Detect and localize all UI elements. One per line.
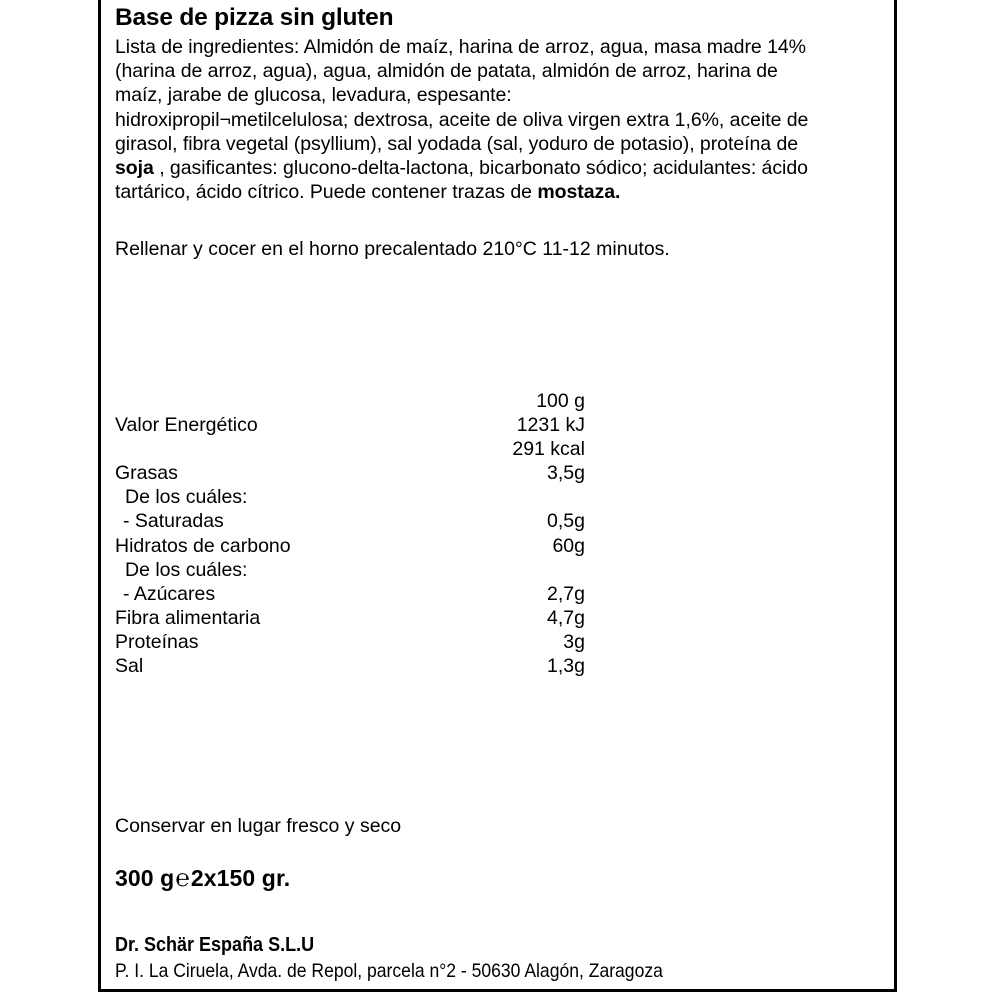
storage-instructions: Conservar en lugar fresco y seco bbox=[115, 815, 402, 837]
cooking-instructions: Rellenar y cocer en el horno precalentado 210°C 11-12 minutos. bbox=[115, 238, 670, 261]
nutrition-row-label: Grasas bbox=[115, 462, 178, 485]
nutrition-row bbox=[115, 606, 585, 630]
allergen-mostaza: mostaza. bbox=[537, 181, 621, 204]
nutrition-row bbox=[115, 654, 585, 678]
nutrition-row-label: Sal bbox=[115, 655, 144, 678]
product-label-panel bbox=[98, 0, 897, 992]
nutrition-row bbox=[115, 509, 585, 533]
nutrition-row bbox=[115, 461, 585, 485]
nutrition-column-header-row bbox=[115, 389, 585, 413]
nutrition-row-value: 60g bbox=[552, 534, 585, 557]
nutrition-row bbox=[115, 582, 585, 606]
company-name: Dr. Schär España S.L.U bbox=[115, 934, 315, 956]
product-title: Base de pizza sin gluten bbox=[115, 4, 394, 31]
nutrition-table bbox=[115, 389, 585, 678]
nutrition-row-value: 291 kcal bbox=[512, 438, 585, 461]
nutrition-row-value: 3,5g bbox=[547, 462, 585, 485]
manufacturer-block bbox=[115, 933, 895, 984]
nutrition-row-label: - Saturadas bbox=[123, 510, 224, 533]
nutrition-row-value: 4,7g bbox=[547, 606, 585, 629]
nutrition-row-value: 1,3g bbox=[547, 655, 585, 678]
nutrition-row-value: 2,7g bbox=[547, 582, 585, 605]
ingredients-line-allergen-soja bbox=[115, 156, 888, 180]
nutrition-row-label: Proteínas bbox=[115, 630, 199, 653]
net-weight bbox=[115, 865, 290, 893]
nutrition-row bbox=[115, 413, 585, 437]
ingredients-list bbox=[115, 35, 888, 204]
company-address: P. I. La Ciruela, Avda. de Repol, parcela n°2 - 50630 Alagón, Zaragoza bbox=[115, 960, 663, 982]
nutrition-row-value: 3g bbox=[563, 630, 585, 653]
ingredients-line-text: , gasificantes: glucono-delta-lactona, bicarbonato sódico; acidulantes: ácido bbox=[153, 157, 808, 180]
nutrition-row bbox=[115, 437, 585, 461]
nutrition-row-label: Valor Energético bbox=[115, 414, 258, 437]
nutrition-row-label: - Azúcares bbox=[123, 582, 216, 605]
nutrition-row bbox=[115, 485, 585, 509]
ingredients-line: Lista de ingredientes: Almidón de maíz, harina de arroz, agua, masa madre 14% bbox=[115, 36, 806, 58]
nutrition-row bbox=[115, 630, 585, 654]
ingredients-line: maíz, jarabe de glucosa, levadura, espesante: bbox=[115, 84, 512, 107]
nutrition-row-label: De los cuáles: bbox=[125, 558, 248, 581]
estimated-sign-icon: ℮ bbox=[175, 865, 190, 892]
nutrition-row bbox=[115, 534, 585, 558]
net-weight-amount: 300 g bbox=[115, 865, 175, 891]
ingredients-line-text: tartárico, ácido cítrico. Puede contener trazas de bbox=[115, 181, 538, 204]
label-content bbox=[115, 0, 888, 261]
ingredients-line: hidroxipropil¬metilcelulosa; dextrosa, aceite de oliva virgen extra 1,6%, aceite de bbox=[115, 108, 809, 131]
allergen-soja: soja bbox=[115, 157, 154, 180]
nutrition-row-value: 0,5g bbox=[547, 510, 585, 533]
nutrition-row-value: 1231 kJ bbox=[516, 414, 585, 437]
nutrition-row-label: Fibra alimentaria bbox=[115, 606, 261, 629]
nutrition-column-header: 100 g bbox=[536, 390, 585, 412]
net-weight-breakdown: 2x150 gr. bbox=[190, 865, 291, 891]
ingredients-line: (harina de arroz, agua), agua, almidón de patata, almidón de arroz, harina de bbox=[115, 60, 778, 83]
nutrition-row bbox=[115, 558, 585, 582]
ingredients-line-allergen-mostaza bbox=[115, 180, 888, 204]
nutrition-row-label: De los cuáles: bbox=[125, 486, 248, 509]
nutrition-row-label: Hidratos de carbono bbox=[115, 534, 291, 557]
ingredients-line: girasol, fibra vegetal (psyllium), sal yodada (sal, yoduro de potasio), proteína de bbox=[115, 132, 799, 155]
